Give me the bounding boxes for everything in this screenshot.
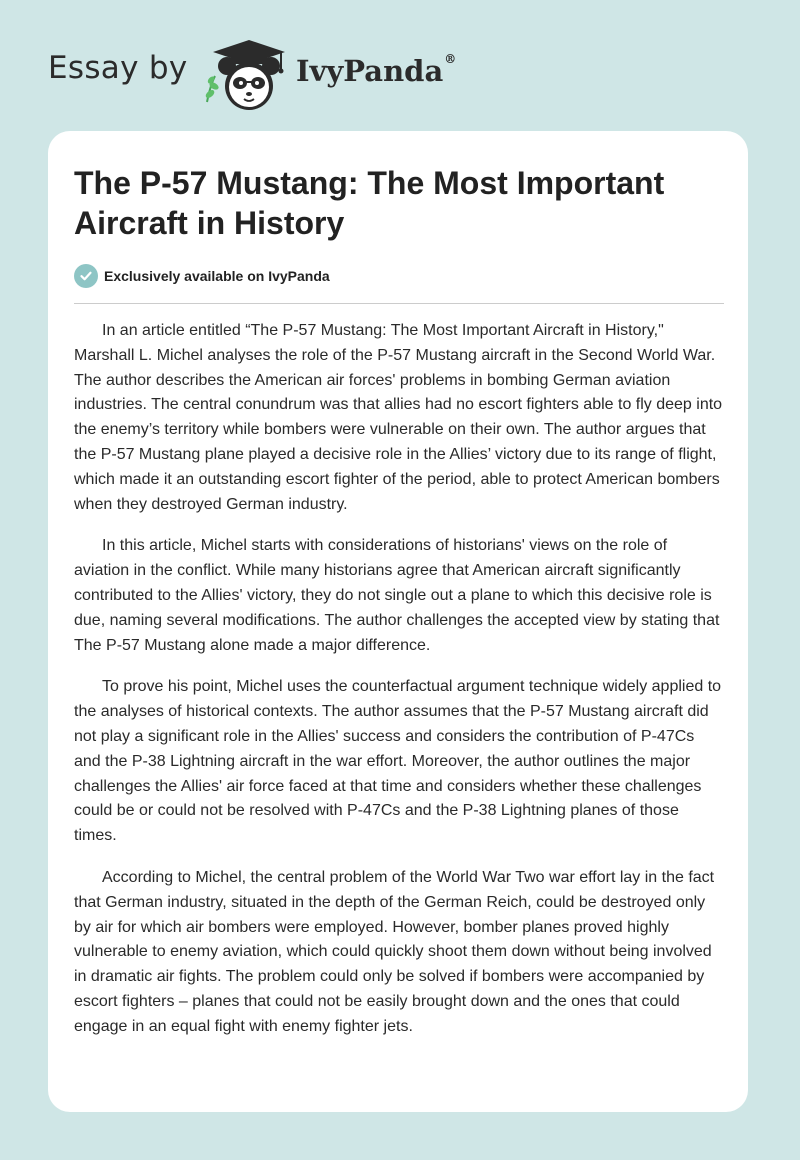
essay-body [74, 319, 724, 1057]
divider [74, 303, 724, 304]
site-header [48, 36, 648, 112]
paragraph: In this article, Michel starts with considerations of historians' views on the role of aviation in the conflict. While many historians agree that American aircraft significantly contributed to the Allies' victory, they do not single out a plane to which this decisive role is due, naming several modifications. The author challenges the accepted view by stating that The P-57 Mustang alone made a major difference. [74, 537, 720, 654]
registered-mark: ® [444, 52, 457, 66]
checkmark-icon [74, 264, 98, 288]
paragraph: In an article entitled “The P-57 Mustang: The Most Important Aircraft in History," Marshall L. Michel analyses the role of the P-57 Mustang aircraft in the Second World War. The author describes the American air forces' problems in bombing German aviation industries. The central conundrum was that allies had no escort fighters able to fly deep into the enemy’s territory while bombers were vulnerable on their own. The author argues that the P-57 Mustang plane played a decisive role in the Allies’ victory due to its range of flight, which made it an outstanding escort fighter of the period, able to protect American bombers when they destroyed German industry. [74, 322, 723, 513]
essay-card [48, 131, 748, 1112]
paragraph: According to Michel, the central problem of the World War Two war effort lay in the fact that German industry, situated in the depth of the German Reich, could be destroyed only by air for which air bombers were employed. However, bomber planes proved highly vulnerable to enemy aviation, which could quickly shoot them down without being involved in dramatic air fights. The problem could only be solved if bombers were accompanied by escort fighters – planes that could not be easily brought down and the ones that could engage in an equal fight with enemy fighter jets. [74, 868, 715, 1035]
badge-label: Exclusively available on IvyPanda [104, 268, 330, 284]
paragraph: To prove his point, Michel uses the counterfactual argument technique widely applied to the analyses of historical contexts. The author assumes that the P-57 Mustang aircraft did not play a significant role in the Allies' success and considers the contribution of P-47Cs and the P-38 Lightning aircraft in the war effort. Moreover, the author outlines the major challenges the Allies' air force faced at that time and considers whether these challenges could be or could not be resolved with P-47Cs and the P-38 Lightning planes of those times. [74, 678, 722, 845]
exclusive-badge [74, 264, 330, 288]
essay-by-label: Essay by [48, 50, 188, 86]
brand-text: IvyPanda [296, 54, 444, 88]
panda-logo-icon[interactable] [201, 36, 291, 112]
brand-name[interactable] [296, 54, 456, 88]
essay-title: The P-57 Mustang: The Most Important Aircraft in History [74, 165, 665, 241]
